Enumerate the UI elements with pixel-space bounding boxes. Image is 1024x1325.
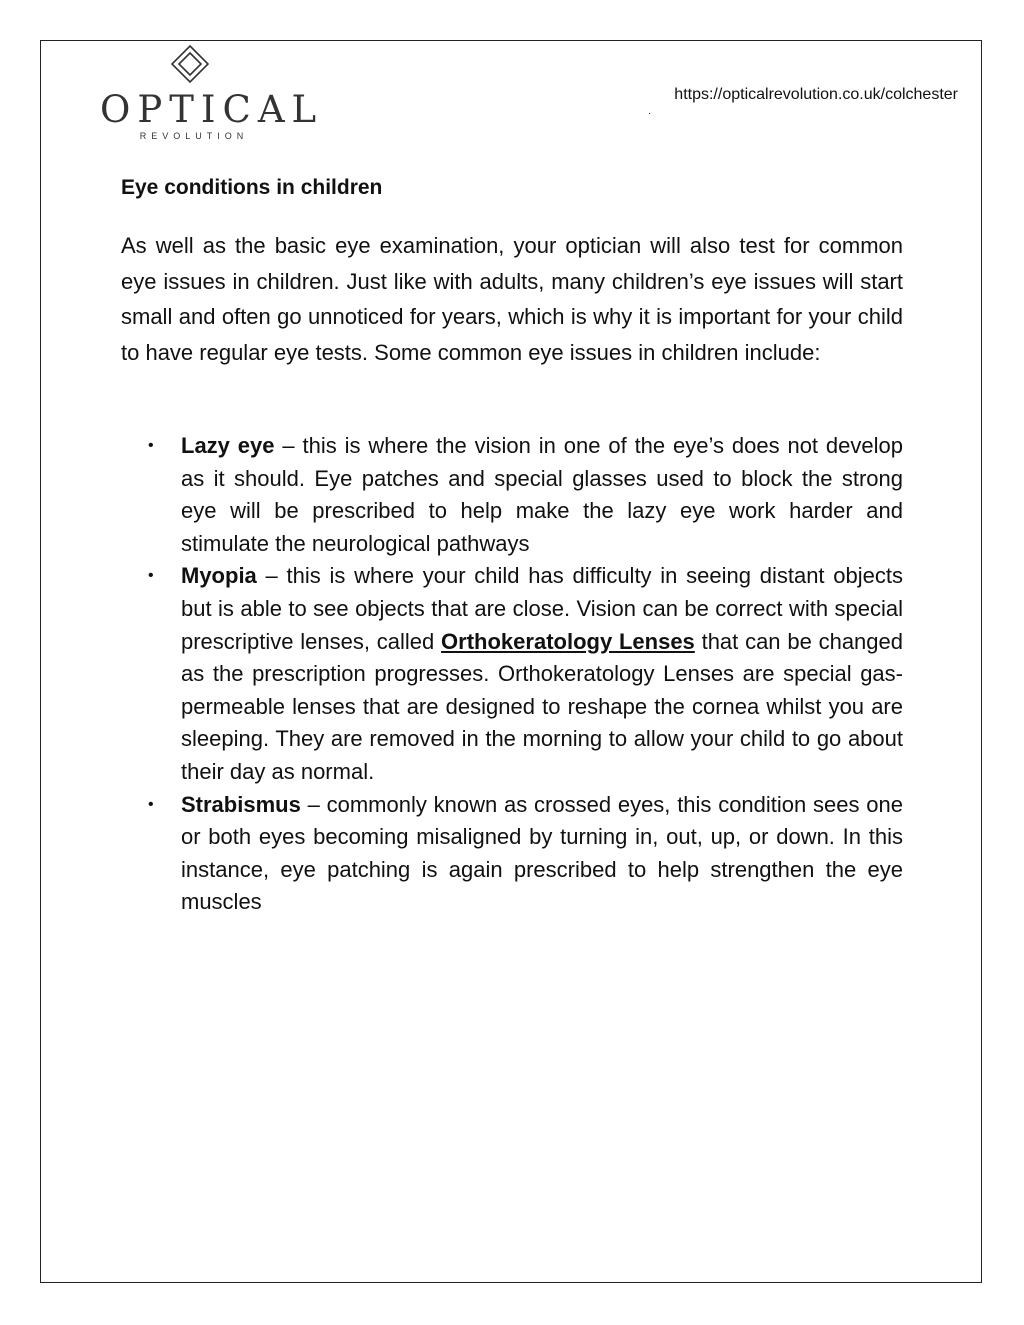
list-item-strabismus [148, 789, 903, 919]
conditions-list [148, 430, 903, 919]
bullet: • [148, 795, 154, 813]
term-strabismus: Strabismus [181, 791, 301, 817]
diamond-logo-icon [170, 44, 210, 84]
term-myopia: Myopia [181, 563, 257, 589]
list-item-myopia [148, 560, 903, 788]
site-url[interactable]: https://opticalrevolution.co.uk/colchester [674, 86, 958, 103]
bullet: • [148, 437, 154, 454]
description-myopia-end: that can be changed as the prescription progresses. Orthokeratology Lenses are special gas-permeable lenses that are designed to reshape the cornea whilst you are sleeping. They are removed in the morning to allow your child to go about their day as normal. [181, 628, 903, 784]
url-mark: · [648, 108, 652, 119]
brand-logo[interactable] [100, 44, 324, 141]
logo-wordmark: OPTICAL [100, 88, 324, 131]
logo-subtitle: REVOLUTION [139, 131, 249, 141]
description-myopia-start: – this is where your child has difficulty in seeing distant objects but is able to see objects that are close. Vision can be correct with special prescriptive lenses, called [181, 563, 903, 654]
term-lazy-eye: Lazy eye [181, 433, 275, 458]
description-lazy-eye: – this is where the vision in one of the eye’s does not develop as it should. Eye patches and special glasses used to block the strong eye will be prescribed to help make the lazy eye work harder and stimulate the neurological pathways [181, 433, 903, 556]
intro-paragraph: As well as the basic eye examination, your optician will also test for common eye issues in children. Just like with adults, many children’s eye issues will start small and often go unnoticed for years, which is why it is important for your child to have regular eye tests. Some common eye issues in children include: [121, 233, 903, 365]
description-strabismus: – commonly known as crossed eyes, this condition sees one or both eyes becoming misaligned by turning in, out, up, or down. In this instance, eye patching is again prescribed to help strengthen the eye muscles [181, 791, 903, 915]
page-heading: Eye conditions in children [121, 176, 383, 199]
list-item-lazy-eye [148, 430, 903, 560]
bullet: • [148, 567, 154, 585]
orthokeratology-lenses-link[interactable]: Orthokeratology Lenses [441, 628, 695, 654]
